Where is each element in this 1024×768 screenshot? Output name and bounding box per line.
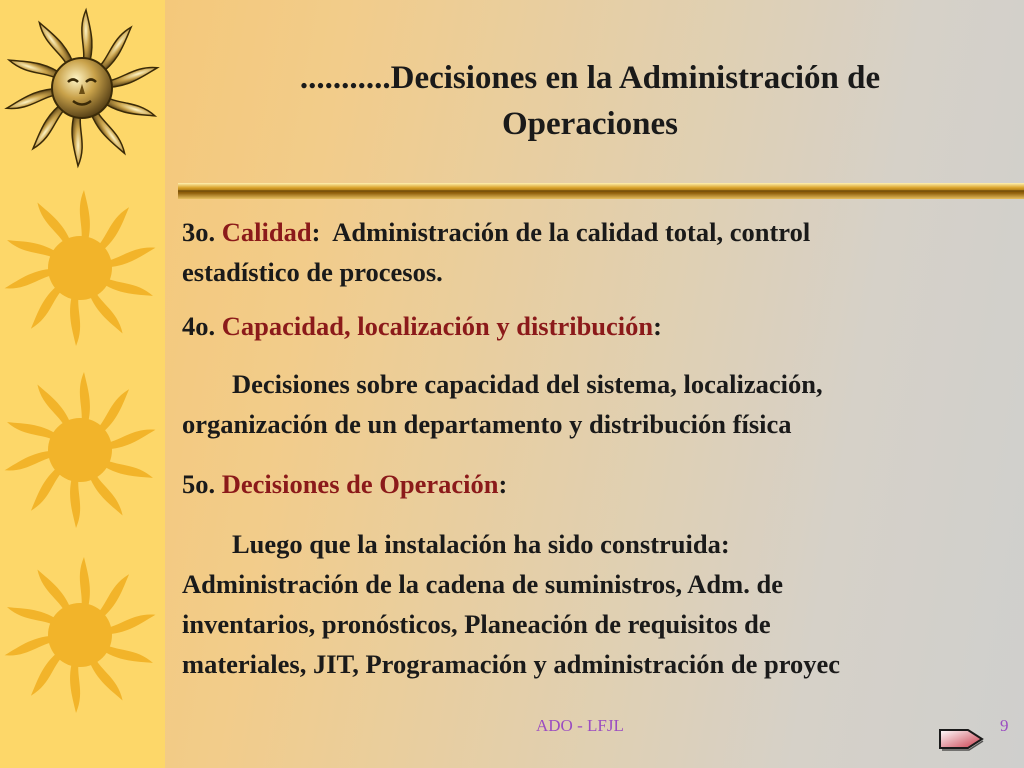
sun-icon: [3, 372, 158, 528]
slide-title: [190, 55, 990, 147]
item-line: inventarios, pronósticos, Planeación de requisitos de: [182, 609, 771, 639]
list-item: [182, 306, 1024, 444]
item-heading: [182, 306, 1024, 346]
item-line: materiales, JIT, Programación y administración de proyec: [182, 649, 840, 679]
sun-face-icon: [5, 10, 160, 166]
item-inline-text: Administración de la calidad total, control: [320, 217, 811, 247]
item-colon: :: [498, 469, 508, 499]
item-line: estadístico de procesos.: [182, 257, 443, 287]
sun-decorations: [0, 0, 165, 768]
slide-body: [182, 212, 1024, 698]
slide-title-line-2: Operaciones: [502, 106, 678, 142]
item-label: Capacidad, localización y distribución: [221, 311, 654, 341]
slide-title-line-1: ...........Decisiones en la Administración de: [299, 60, 881, 96]
item-line: Decisiones sobre capacidad del sistema, localización,: [232, 369, 823, 399]
footer-label: ADO - LFJL: [536, 716, 624, 735]
item-heading: [182, 212, 1024, 252]
item-colon: :: [653, 311, 662, 341]
item-number: 5o.: [182, 469, 222, 499]
item-colon: :: [311, 217, 321, 247]
item-line: Luego que la instalación ha sido construida:: [232, 529, 730, 559]
item-label: Decisiones de Operación: [221, 469, 499, 499]
item-line: organización de un departamento y distribución física: [182, 409, 792, 439]
page-number: 9: [1000, 716, 1009, 735]
item-number: 3o.: [182, 217, 222, 247]
next-arrow-icon[interactable]: [938, 726, 984, 752]
item-label: Calidad: [221, 217, 312, 247]
item-heading: [182, 464, 1024, 504]
decorative-sidebar: [0, 0, 165, 768]
list-item: [182, 212, 1024, 292]
item-number: 4o.: [182, 311, 222, 341]
title-divider: [178, 183, 1024, 199]
item-line: Administración de la cadena de suministros, Adm. de: [182, 569, 783, 599]
list-item: [182, 464, 1024, 684]
sun-icon: [3, 557, 158, 713]
sun-icon: [3, 190, 158, 346]
